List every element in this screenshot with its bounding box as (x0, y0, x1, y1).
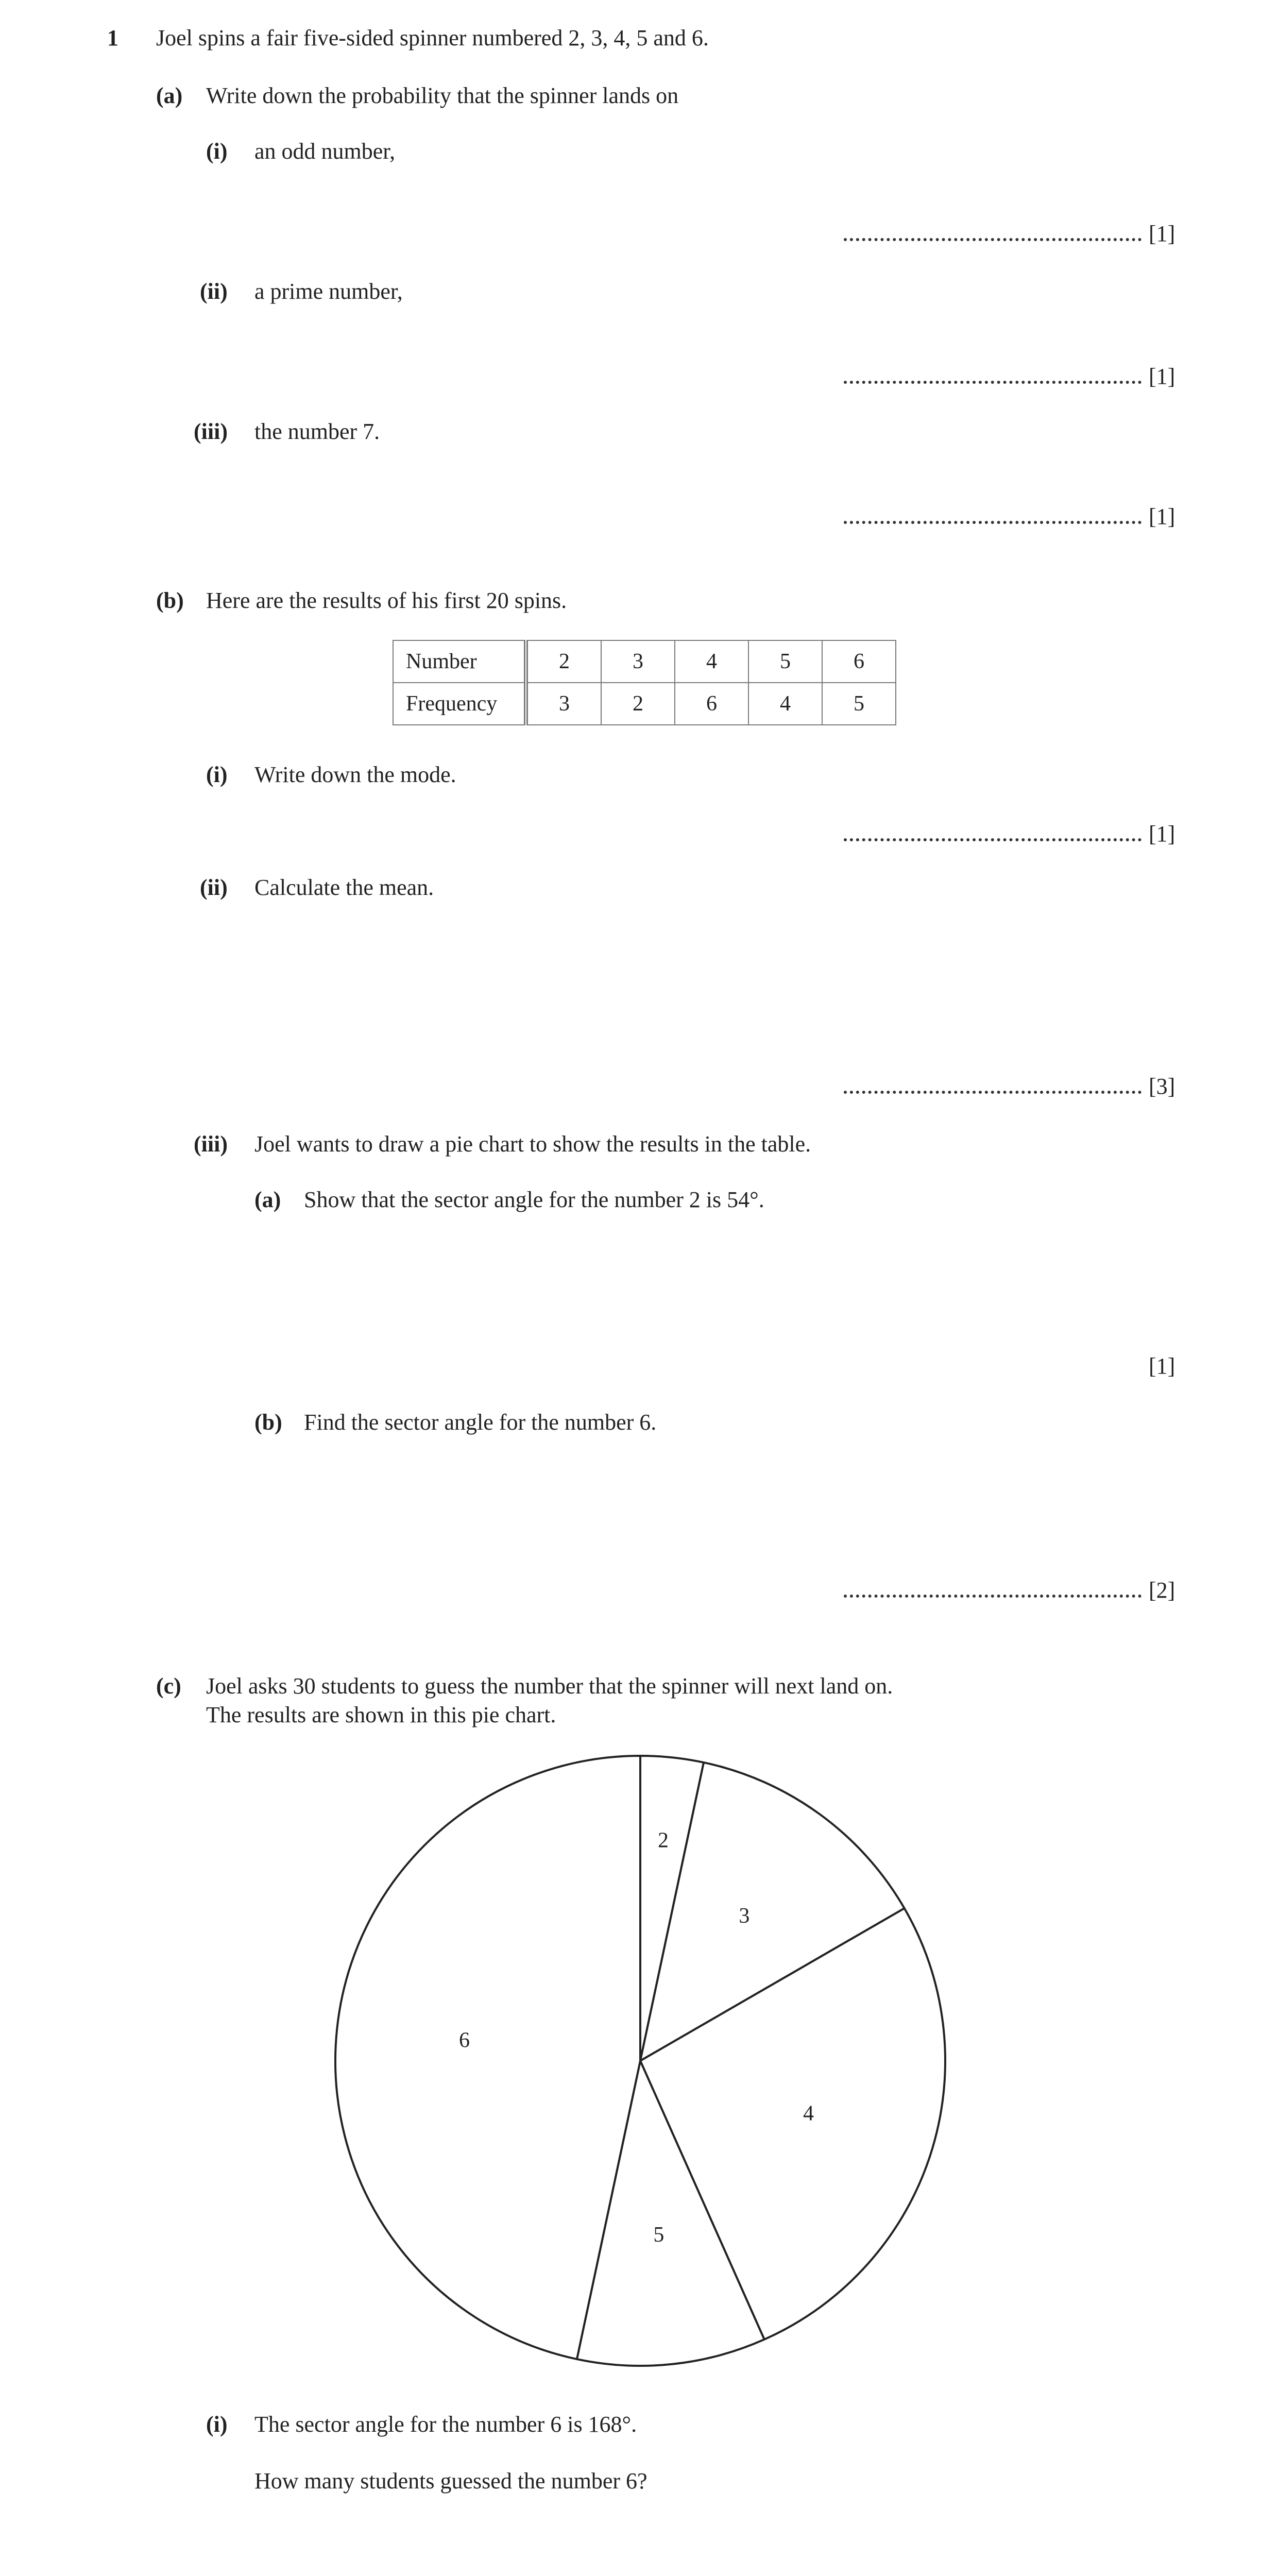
part-b-iii-label: (iii) (194, 1131, 228, 1157)
part-c-line2: The results are shown in this pie chart. (206, 1702, 556, 1727)
part-a-iii-label: (iii) (194, 419, 228, 444)
part-a-i-label: (i) (206, 139, 228, 164)
part-a-i-text: an odd number, (254, 139, 396, 164)
part-a-ii-text: a prime number, (254, 279, 403, 304)
part-b-iii-a-label: (a) (254, 1187, 281, 1212)
table-row-header: Number (393, 640, 526, 683)
part-b-iii-text: Joel wants to draw a pie chart to show the results in the table. (254, 1131, 811, 1157)
part-c-i-text1: The sector angle for the number 6 is 168°. (254, 2412, 637, 2437)
part-a-label: (a) (156, 83, 183, 108)
question-intro: Joel spins a fair five-sided spinner numbered 2, 3, 4, 5 and 6. (156, 25, 709, 50)
part-a-ii-label: (ii) (200, 279, 228, 304)
table-cell: 5 (748, 640, 822, 683)
table-row-header: Frequency (393, 683, 526, 725)
part-c-i-text2: How many students guessed the number 6? (254, 2468, 647, 2494)
table-cell: 2 (526, 640, 601, 683)
pie-label-5: 5 (653, 2223, 664, 2247)
mark-allocation: [1] (1149, 364, 1175, 389)
mark-allocation: [1] (1149, 221, 1175, 246)
part-a-text: Write down the probability that the spinner lands on (206, 83, 679, 108)
table-cell: 2 (601, 683, 675, 725)
table-cell: 5 (822, 683, 896, 725)
table-cell: 3 (601, 640, 675, 683)
table-cell: 3 (526, 683, 601, 725)
mark-allocation: [1] (1149, 821, 1175, 846)
question-number: 1 (107, 25, 118, 50)
table-cell: 4 (675, 640, 748, 683)
mark-allocation: [2] (1149, 1578, 1175, 1603)
part-b-i-label: (i) (206, 762, 228, 787)
part-a-iii-text: the number 7. (254, 419, 380, 444)
part-b-iii-a-text: Show that the sector angle for the number 2 is 54°. (304, 1187, 764, 1212)
mark-allocation: [1] (1149, 1353, 1175, 1379)
part-b-text: Here are the results of his first 20 spins. (206, 588, 567, 613)
part-b-ii-text: Calculate the mean. (254, 875, 434, 900)
pie-label-3: 3 (739, 1904, 750, 1928)
table-cell: 6 (675, 683, 748, 725)
mark-allocation: [3] (1149, 1074, 1175, 1099)
part-b-iii-b-label: (b) (254, 1410, 282, 1435)
part-b-ii-label: (ii) (200, 875, 228, 900)
table-cell: 4 (748, 683, 822, 725)
pie-label-2: 2 (658, 1828, 669, 1853)
part-b-iii-b-text: Find the sector angle for the number 6. (304, 1410, 657, 1435)
part-c-i-label: (i) (206, 2412, 228, 2437)
part-b-i-text: Write down the mode. (254, 762, 456, 787)
pie-label-6: 6 (459, 2028, 470, 2053)
part-c-label: (c) (156, 1673, 181, 1699)
part-b-label: (b) (156, 588, 184, 613)
pie-slice-6 (335, 1756, 640, 2359)
pie-label-4: 4 (803, 2102, 814, 2126)
part-c-line1: Joel asks 30 students to guess the number that the spinner will next land on. (206, 1673, 893, 1699)
table-cell: 6 (822, 640, 896, 683)
mark-allocation: [1] (1149, 504, 1175, 529)
